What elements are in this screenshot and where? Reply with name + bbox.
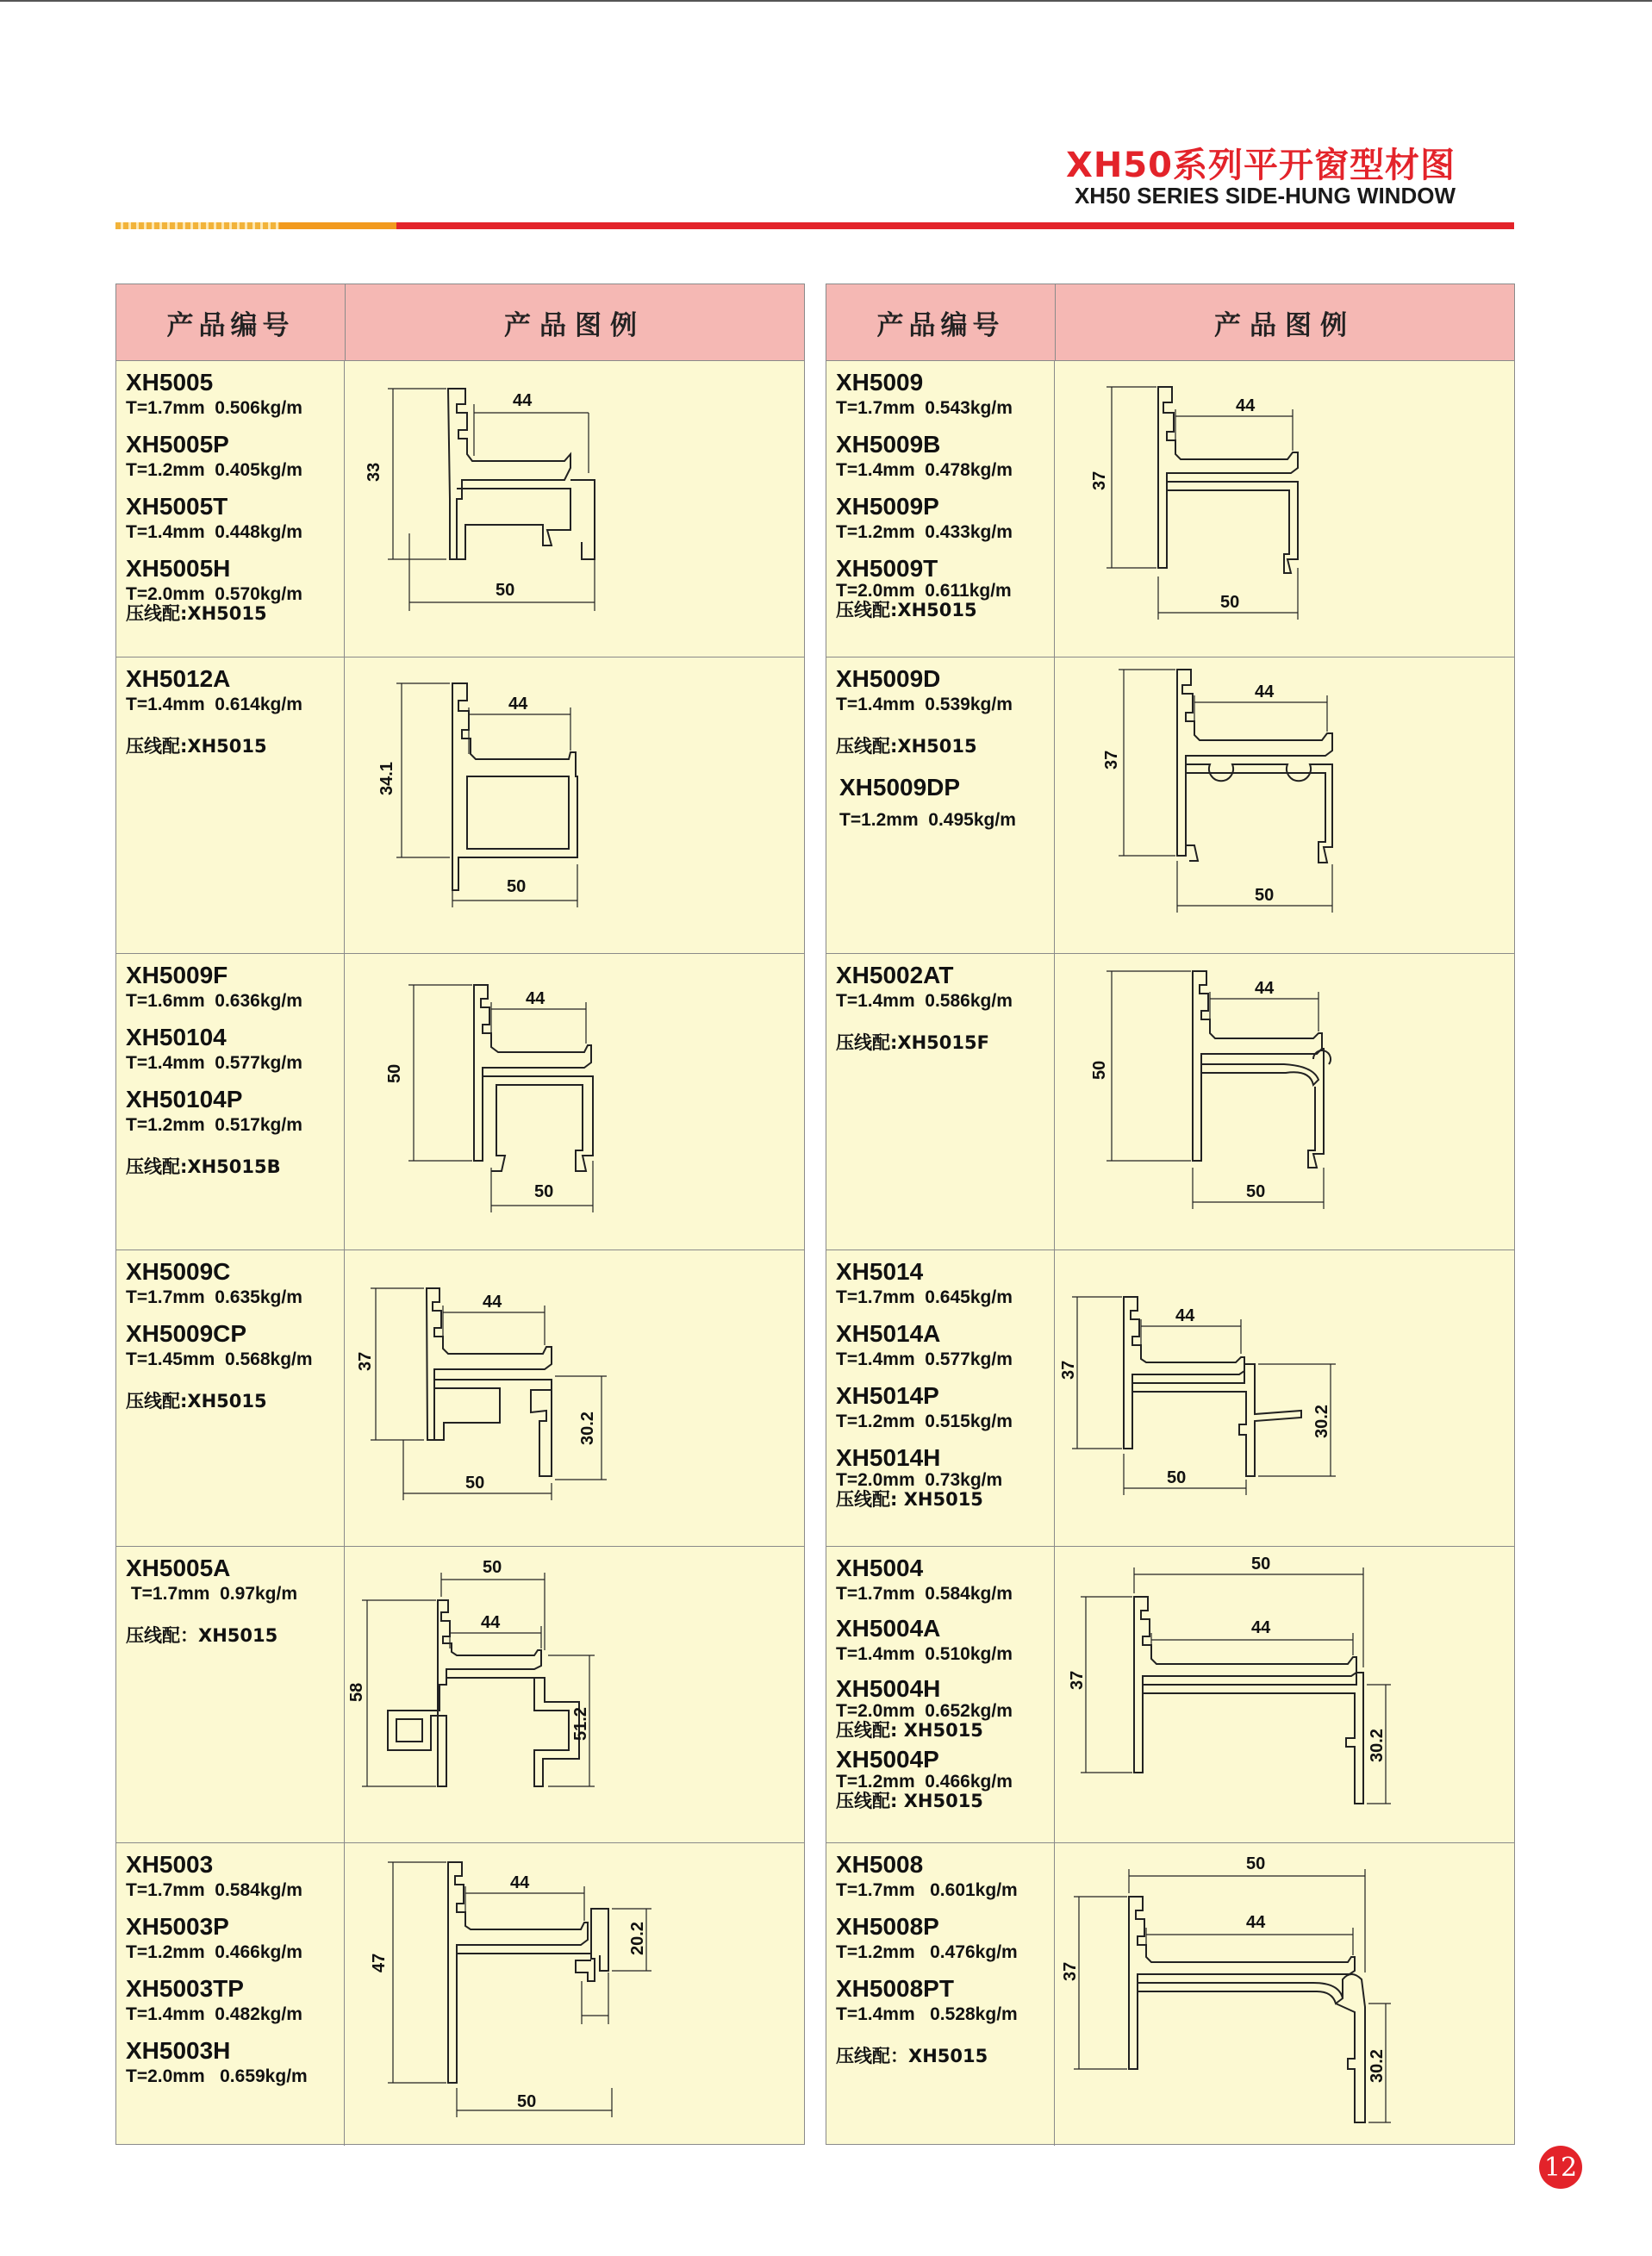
product-spec: T=1.7mm 0.584kg/m — [836, 1584, 1013, 1604]
product-code: XH5009T — [836, 555, 938, 582]
left-table — [115, 284, 805, 2145]
profile-drawing — [1055, 1843, 1514, 2147]
dim-height: 33 — [365, 462, 383, 482]
bead-note: 压线配: XH5015 — [836, 1720, 983, 1741]
product-spec: T=1.2mm 0.476kg/m — [836, 1942, 1018, 1962]
product-code: XH5003H — [126, 2037, 231, 2064]
product-code: XH5009P — [836, 493, 939, 520]
table-row — [826, 1546, 1514, 1842]
bead-note: 压线配: XH5015 — [836, 1489, 983, 1510]
profile-drawing — [1055, 1250, 1514, 1547]
dim-height-2: 51.2 — [571, 1707, 590, 1741]
bead-note: 压线配: XH5015 — [836, 1791, 983, 1811]
profile-drawing — [345, 657, 804, 954]
product-code: XH5005 — [126, 369, 214, 396]
product-spec: T=1.4mm 0.577kg/m — [836, 1349, 1013, 1369]
page-title-en: XH50 SERIES SIDE-HUNG WINDOW — [1074, 183, 1456, 209]
table-row — [116, 1250, 804, 1546]
dim-width-inner: 44 — [483, 1293, 502, 1312]
table-row — [116, 953, 804, 1250]
product-spec: T=1.2mm 0.495kg/m — [839, 810, 1016, 830]
product-spec: T=1.7mm 0.543kg/m — [836, 398, 1013, 418]
dim-width-outer: 50 — [1167, 1468, 1187, 1487]
dim-height: 34.1 — [377, 762, 396, 795]
product-spec: T=1.4mm 0.614kg/m — [126, 695, 302, 714]
product-spec: T=1.7mm 0.506kg/m — [126, 398, 302, 418]
product-code: XH50104 — [126, 1024, 227, 1050]
product-code: XH5003 — [126, 1851, 214, 1878]
profile-drawing — [345, 1843, 804, 2147]
product-spec: T=1.7mm 0.601kg/m — [836, 1880, 1018, 1900]
product-code: XH5014P — [836, 1382, 939, 1409]
product-spec: T=1.4mm 0.478kg/m — [836, 460, 1013, 480]
dim-width-inner: 44 — [1246, 1913, 1266, 1932]
product-spec: T=1.2mm 0.433kg/m — [836, 522, 1013, 542]
header-code: 产品编号 — [826, 284, 1056, 360]
product-spec: T=1.7mm 0.584kg/m — [126, 1880, 302, 1900]
product-spec: T=1.4mm 0.586kg/m — [836, 991, 1013, 1011]
product-code: XH5014A — [836, 1320, 941, 1347]
dim-width-outer: 50 — [1246, 1182, 1266, 1201]
dim-height: 37 — [1102, 750, 1121, 770]
product-spec: T=1.2mm 0.466kg/m — [126, 1942, 302, 1962]
product-code: XH5008PT — [836, 1975, 954, 2002]
product-code: XH5014H — [836, 1444, 941, 1471]
header-code: 产品编号 — [116, 284, 346, 360]
table-row — [116, 360, 804, 657]
product-spec: T=1.7mm 0.97kg/m — [126, 1584, 298, 1604]
product-code: XH5003TP — [126, 1975, 244, 2002]
product-code: XH5009CP — [126, 1320, 247, 1347]
product-spec: T=1.4mm 0.539kg/m — [836, 695, 1013, 714]
product-code: XH5005T — [126, 493, 228, 520]
table-row — [116, 657, 804, 953]
table-row — [116, 1842, 804, 2146]
product-code: XH5005A — [126, 1555, 231, 1581]
dim-width-inner: 44 — [526, 989, 545, 1008]
product-code: XH5009F — [126, 962, 228, 988]
product-code: XH5009D — [836, 665, 941, 692]
product-spec: T=1.7mm 0.645kg/m — [836, 1287, 1013, 1307]
dim-width-inner: 44 — [1251, 1618, 1271, 1637]
profile-drawing — [345, 1547, 804, 1843]
page-title-cn: XH50系列平开窗型材图 — [1066, 146, 1456, 185]
table-row — [116, 1546, 804, 1842]
dim-height: 37 — [1061, 1961, 1080, 1981]
dim-width-outer: 50 — [507, 877, 527, 896]
product-code: XH50104P — [126, 1086, 243, 1112]
product-code: XH5014 — [836, 1258, 924, 1285]
product-spec: T=1.4mm 0.448kg/m — [126, 522, 302, 542]
product-spec: T=1.2mm 0.466kg/m — [836, 1772, 1013, 1792]
dim-height-2: 20.2 — [628, 1922, 647, 1955]
dim-width-inner: 44 — [510, 1873, 530, 1892]
table-row — [826, 360, 1514, 657]
product-spec: T=1.2mm 0.517kg/m — [126, 1115, 302, 1135]
dim-width-inner: 44 — [1255, 682, 1275, 701]
dim-width-outer: 50 — [1220, 593, 1240, 612]
dim-height: 50 — [385, 1063, 404, 1083]
profile-drawing — [345, 361, 804, 657]
product-spec: T=1.4mm 0.528kg/m — [836, 2004, 1018, 2024]
dim-height: 37 — [1090, 471, 1109, 490]
product-code: XH5003P — [126, 1913, 229, 1940]
product-spec: T=1.7mm 0.635kg/m — [126, 1287, 302, 1307]
dim-width-inner: 44 — [1236, 396, 1256, 415]
product-spec: T=2.0mm 0.611kg/m — [836, 581, 1012, 601]
product-code: XH5004H — [836, 1675, 941, 1702]
profile-drawing — [345, 954, 804, 1250]
profile-drawing — [1055, 954, 1514, 1250]
product-spec: T=2.0mm 0.570kg/m — [126, 584, 302, 604]
dim-width-inner: 44 — [508, 695, 528, 714]
product-spec: T=1.4mm 0.510kg/m — [836, 1644, 1013, 1664]
dim-height-2: 30.2 — [578, 1412, 597, 1445]
dim-height: 58 — [347, 1682, 366, 1702]
dim-width-inner: 44 — [1255, 979, 1275, 998]
dim-width-outer: 50 — [483, 1558, 502, 1577]
dim-height-2: 30.2 — [1368, 2049, 1387, 2083]
dim-width-inner: 44 — [481, 1613, 501, 1632]
dim-width-outer: 50 — [534, 1182, 554, 1201]
dim-height: 47 — [370, 1953, 389, 1972]
profile-drawing — [1055, 657, 1514, 954]
profile-drawing — [1055, 361, 1514, 657]
dim-height-2: 30.2 — [1368, 1729, 1387, 1762]
bead-note: 压线配:XH5015 — [126, 1391, 267, 1412]
product-code: XH5005H — [126, 555, 231, 582]
product-code: XH5004 — [836, 1555, 924, 1581]
product-spec: T=2.0mm 0.659kg/m — [126, 2066, 308, 2086]
dim-width-outer: 50 — [465, 1474, 485, 1493]
header-band — [115, 222, 1514, 229]
product-spec: T=1.2mm 0.515kg/m — [836, 1412, 1013, 1431]
bead-note: 压线配:XH5015B — [126, 1156, 281, 1177]
dim-height: 37 — [1059, 1360, 1078, 1380]
dim-height: 50 — [1090, 1060, 1109, 1080]
dim-height: 37 — [356, 1351, 375, 1371]
product-code: XH5008 — [836, 1851, 924, 1878]
dim-width-inner: 44 — [513, 391, 533, 410]
product-code: XH5002AT — [836, 962, 954, 988]
product-spec: T=1.4mm 0.577kg/m — [126, 1053, 302, 1073]
product-code: XH5009B — [836, 431, 941, 458]
product-code: XH5012A — [126, 665, 231, 692]
product-code: XH5004P — [836, 1746, 939, 1773]
product-spec: T=2.0mm 0.73kg/m — [836, 1470, 1003, 1490]
bead-note: 压线配：XH5015 — [126, 1625, 278, 1646]
product-code: XH5005P — [126, 431, 229, 458]
top-rule — [0, 0, 1652, 2]
product-spec: T=1.2mm 0.405kg/m — [126, 460, 302, 480]
dim-width-outer: 50 — [1251, 1555, 1271, 1574]
header-figure: 产品图例 — [1214, 309, 1356, 341]
dim-height-2: 30.2 — [1312, 1405, 1331, 1438]
product-spec: T=1.4mm 0.482kg/m — [126, 2004, 302, 2024]
table-row — [826, 1250, 1514, 1546]
product-spec: T=2.0mm 0.652kg/m — [836, 1701, 1013, 1721]
bead-note: 压线配:XH5015 — [126, 736, 267, 757]
product-code: XH5008P — [836, 1913, 939, 1940]
dim-width-outer: 50 — [1246, 1854, 1266, 1873]
bead-note: 压线配:XH5015F — [836, 1032, 989, 1053]
product-code: XH5009C — [126, 1258, 231, 1285]
profile-drawing — [345, 1250, 804, 1547]
dim-width-inner: 44 — [1175, 1306, 1195, 1325]
bead-note: 压线配:XH5015 — [126, 603, 267, 624]
product-code: XH5004A — [836, 1615, 941, 1642]
table-row — [826, 953, 1514, 1250]
dim-width-outer: 50 — [1255, 886, 1275, 905]
right-table — [826, 284, 1515, 2145]
page-number: 12 — [1539, 2146, 1582, 2189]
header-figure: 产品图例 — [504, 309, 645, 341]
dim-width-outer: 50 — [517, 2092, 537, 2111]
dim-width-outer: 50 — [496, 581, 515, 600]
dim-height: 37 — [1068, 1670, 1087, 1690]
bead-note: 压线配:XH5015 — [836, 600, 977, 620]
table-row — [826, 657, 1514, 953]
product-code: XH5009 — [836, 369, 924, 396]
profile-drawing — [1055, 1547, 1514, 1843]
bead-note: 压线配：XH5015 — [836, 2046, 988, 2066]
product-spec: T=1.6mm 0.636kg/m — [126, 991, 302, 1011]
bead-note: 压线配:XH5015 — [836, 736, 977, 757]
product-code: XH5009DP — [839, 774, 961, 801]
product-spec: T=1.45mm 0.568kg/m — [126, 1349, 313, 1369]
table-row — [826, 1842, 1514, 2146]
